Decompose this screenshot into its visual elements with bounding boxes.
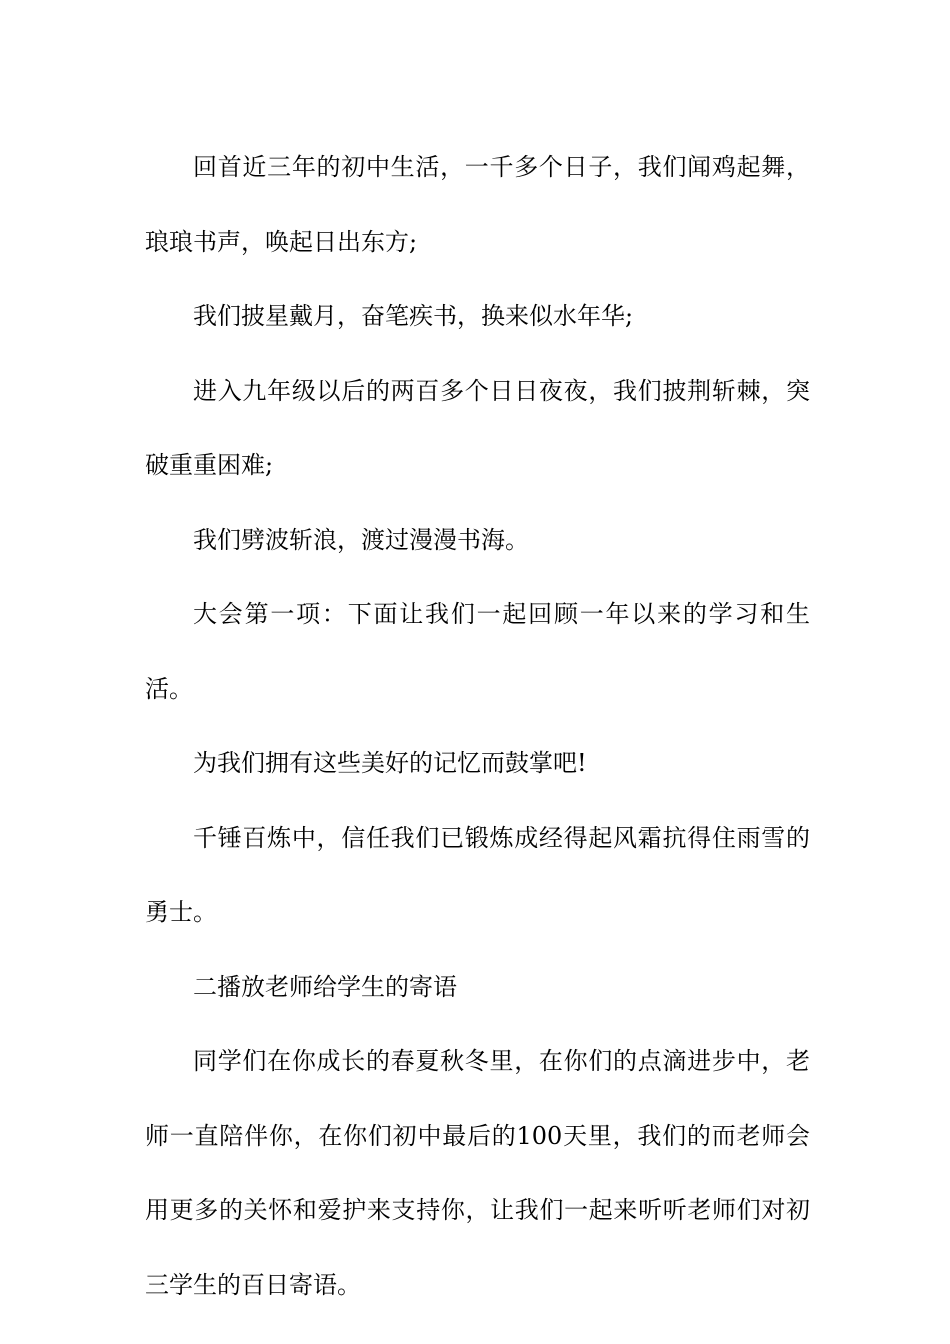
document-body [145,130,810,1322]
paragraph-3: 进入九年级以后的两百多个日日夜夜，我们披荆斩棘，突破重重困难; [145,376,810,479]
paragraph-1: 回首近三年的初中生活，一千多个日子，我们闻鸡起舞，琅琅书声，唤起日出东方; [145,153,810,256]
paragraph-8: 二播放老师给学生的寄语 [193,972,457,1001]
paragraph-6: 为我们拥有这些美好的记忆而鼓掌吧! [193,749,587,777]
paragraph-5: 大会第一项：下面让我们一起回顾一年以来的学习和生活。 [145,600,810,703]
paragraph-4: 我们劈波斩浪，渡过漫漫书海。 [193,525,529,554]
paragraph-2: 我们披星戴月，奋笔疾书，换来似水年华; [193,302,634,330]
paragraph-7: 千锤百炼中，信任我们已锻炼成经得起风霜抗得住雨雪的勇士。 [145,823,810,926]
paragraph-9: 同学们在你成长的春夏秋冬里，在你们的点滴进步中，老师一直陪伴你，在你们初中最后的100天里，我们的而老师会用更多的关怀和爱护来支持你，让我们一起来听听老师们对初三学生的百日寄语。 [145,1047,810,1299]
